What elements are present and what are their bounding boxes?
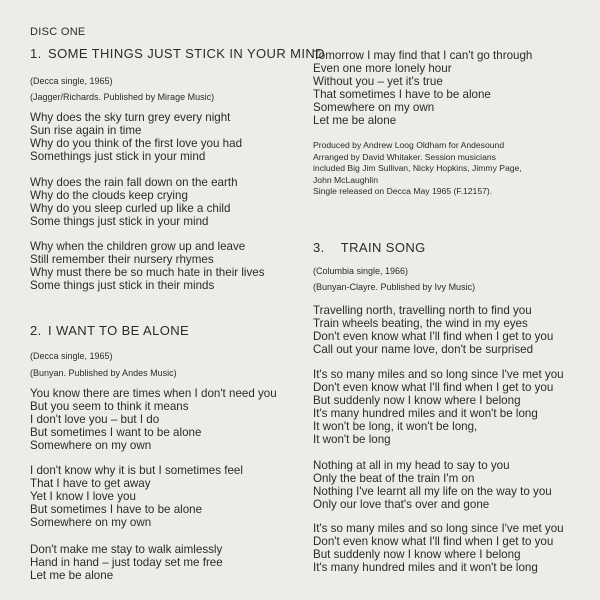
- lyric-line: Sun rise again in time: [30, 124, 142, 138]
- lyric-line: Don't even know what I'll find when I get to you: [313, 330, 554, 344]
- song-3-title-row: [313, 240, 426, 255]
- song-3-title: TRAIN SONG: [340, 240, 426, 255]
- song-2-publishing: (Bunyan. Published by Andes Music): [30, 368, 177, 378]
- credit-line: Produced by Andrew Loog Oldham for Andesound: [313, 140, 505, 150]
- song-3-stanza-4: [313, 522, 564, 574]
- lyric-line: Call out your name love, don't be surprised: [313, 343, 534, 357]
- lyric-line: Some things just stick in your mind: [30, 215, 209, 229]
- song-2-title-row: [30, 323, 189, 338]
- lyric-line: Why do the clouds keep crying: [30, 189, 188, 203]
- lyric-line: Nothing at all in my head to say to you: [313, 459, 510, 472]
- lyric-line: Let me be alone: [30, 569, 114, 583]
- lyric-line: Somewhere on my own: [30, 516, 152, 530]
- lyric-line: It won't be long: [313, 433, 391, 447]
- song-3-release: (Columbia single, 1966): [313, 266, 409, 276]
- lyric-line: It's many hundred miles and it won't be long: [313, 407, 538, 421]
- song-2-continued-stanza: [313, 49, 532, 128]
- lyric-line: Why does the rain fall down on the earth: [30, 176, 238, 189]
- song-3-publishing: (Bunyan-Clayre. Published by Ivy Music): [313, 282, 476, 292]
- song-2-credits: [313, 140, 522, 198]
- lyric-line: Why do you think of the first love you had: [30, 137, 243, 151]
- song-3-stanza-1: [313, 304, 553, 356]
- lyric-line: Let me be alone: [313, 114, 397, 128]
- credit-line: included Big Jim Sullivan, Nicky Hopkins, Jimmy Page,: [313, 163, 522, 174]
- lyric-line: Some things just stick in their minds: [30, 279, 215, 293]
- lyric-line: You know there are times when I don't need you: [30, 387, 277, 400]
- lyric-line: It's so many miles and so long since I've met you: [313, 368, 564, 381]
- lyric-line: I don't love you – but I do: [30, 413, 160, 427]
- lyric-line: It won't be long, it won't be long,: [313, 420, 478, 434]
- song-1-number: 1.: [30, 46, 42, 61]
- lyric-line: That I have to get away: [30, 477, 151, 491]
- song-1-publishing: (Jagger/Richards. Published by Mirage Music): [30, 92, 215, 102]
- lyric-line: Yet I know I love you: [30, 490, 136, 504]
- lyric-line: Travelling north, travelling north to find you: [313, 304, 532, 317]
- lyric-line: Tomorrow I may find that I can't go through: [313, 49, 533, 62]
- song-1-release: (Decca single, 1965): [30, 76, 113, 86]
- song-2-stanza-1: [30, 387, 277, 452]
- lyric-line: But sometimes I have to be alone: [30, 503, 203, 517]
- lyric-line: Nothing I've learnt all my life on the way to you: [313, 485, 552, 499]
- lyric-line: But you seem to think it means: [30, 400, 189, 414]
- lyric-line: But suddenly now I know where I belong: [313, 548, 521, 562]
- lyric-line: That sometimes I have to be alone: [313, 88, 491, 102]
- lyric-line: Hand in hand – just today set me free: [30, 556, 223, 570]
- song-2-stanza-2: [30, 464, 243, 529]
- song-2-stanza-3: [30, 543, 223, 582]
- lyric-line: I don't know why it is but I sometimes feel: [30, 464, 243, 477]
- song-1-title-row: [30, 46, 325, 61]
- song-2-number: 2.: [30, 323, 42, 338]
- credit-line: Arranged by David Whitaker. Session musicians: [313, 151, 496, 162]
- lyric-line: Train wheels beating, the wind in my eyes: [313, 317, 528, 331]
- song-3-number: 3.: [313, 240, 325, 255]
- lyric-line: Why must there be so much hate in their lives: [30, 266, 265, 280]
- credit-line: John McLaughlin: [313, 174, 378, 185]
- lyric-line: Don't even know what I'll find when I get to you: [313, 535, 554, 549]
- lyric-line: It's so many miles and so long since I've met you: [313, 522, 564, 535]
- lyric-line: Somewhere on my own: [313, 101, 435, 115]
- lyric-line: Why do you sleep curled up like a child: [30, 202, 231, 216]
- lyric-line: But sometimes I want to be alone: [30, 426, 202, 440]
- lyric-line: But suddenly now I know where I belong: [313, 394, 521, 408]
- song-2-title: I WANT TO BE ALONE: [48, 323, 190, 338]
- song-2-release: (Decca single, 1965): [30, 351, 113, 361]
- song-1-stanza-1: [30, 111, 242, 163]
- disc-heading: DISC ONE: [30, 26, 86, 38]
- song-1-stanza-3: [30, 240, 265, 292]
- lyric-line: Only the beat of the train I'm on: [313, 472, 475, 486]
- lyric-line: Somewhere on my own: [30, 439, 152, 453]
- song-1-title: SOME THINGS JUST STICK IN YOUR MIND: [48, 46, 325, 61]
- lyric-line: Don't even know what I'll find when I get to you: [313, 381, 554, 395]
- lyric-line: Somethings just stick in your mind: [30, 150, 206, 164]
- lyric-line: It's many hundred miles and it won't be long: [313, 561, 538, 575]
- lyric-line: Only our love that's over and gone: [313, 498, 490, 512]
- song-3-stanza-2: [313, 368, 564, 447]
- credit-line: Single released on Decca May 1965 (F.12157).: [313, 186, 493, 197]
- song-1-stanza-2: [30, 176, 238, 228]
- lyric-line: Still remember their nursery rhymes: [30, 253, 214, 267]
- song-3-stanza-3: [313, 459, 552, 511]
- lyric-line: Don't make me stay to walk aimlessly: [30, 543, 223, 556]
- lyric-line: Even one more lonely hour: [313, 62, 452, 76]
- lyric-line: Why when the children grow up and leave: [30, 240, 246, 253]
- lyric-line: Without you – yet it's true: [313, 75, 443, 89]
- lyric-line: Why does the sky turn grey every night: [30, 111, 231, 124]
